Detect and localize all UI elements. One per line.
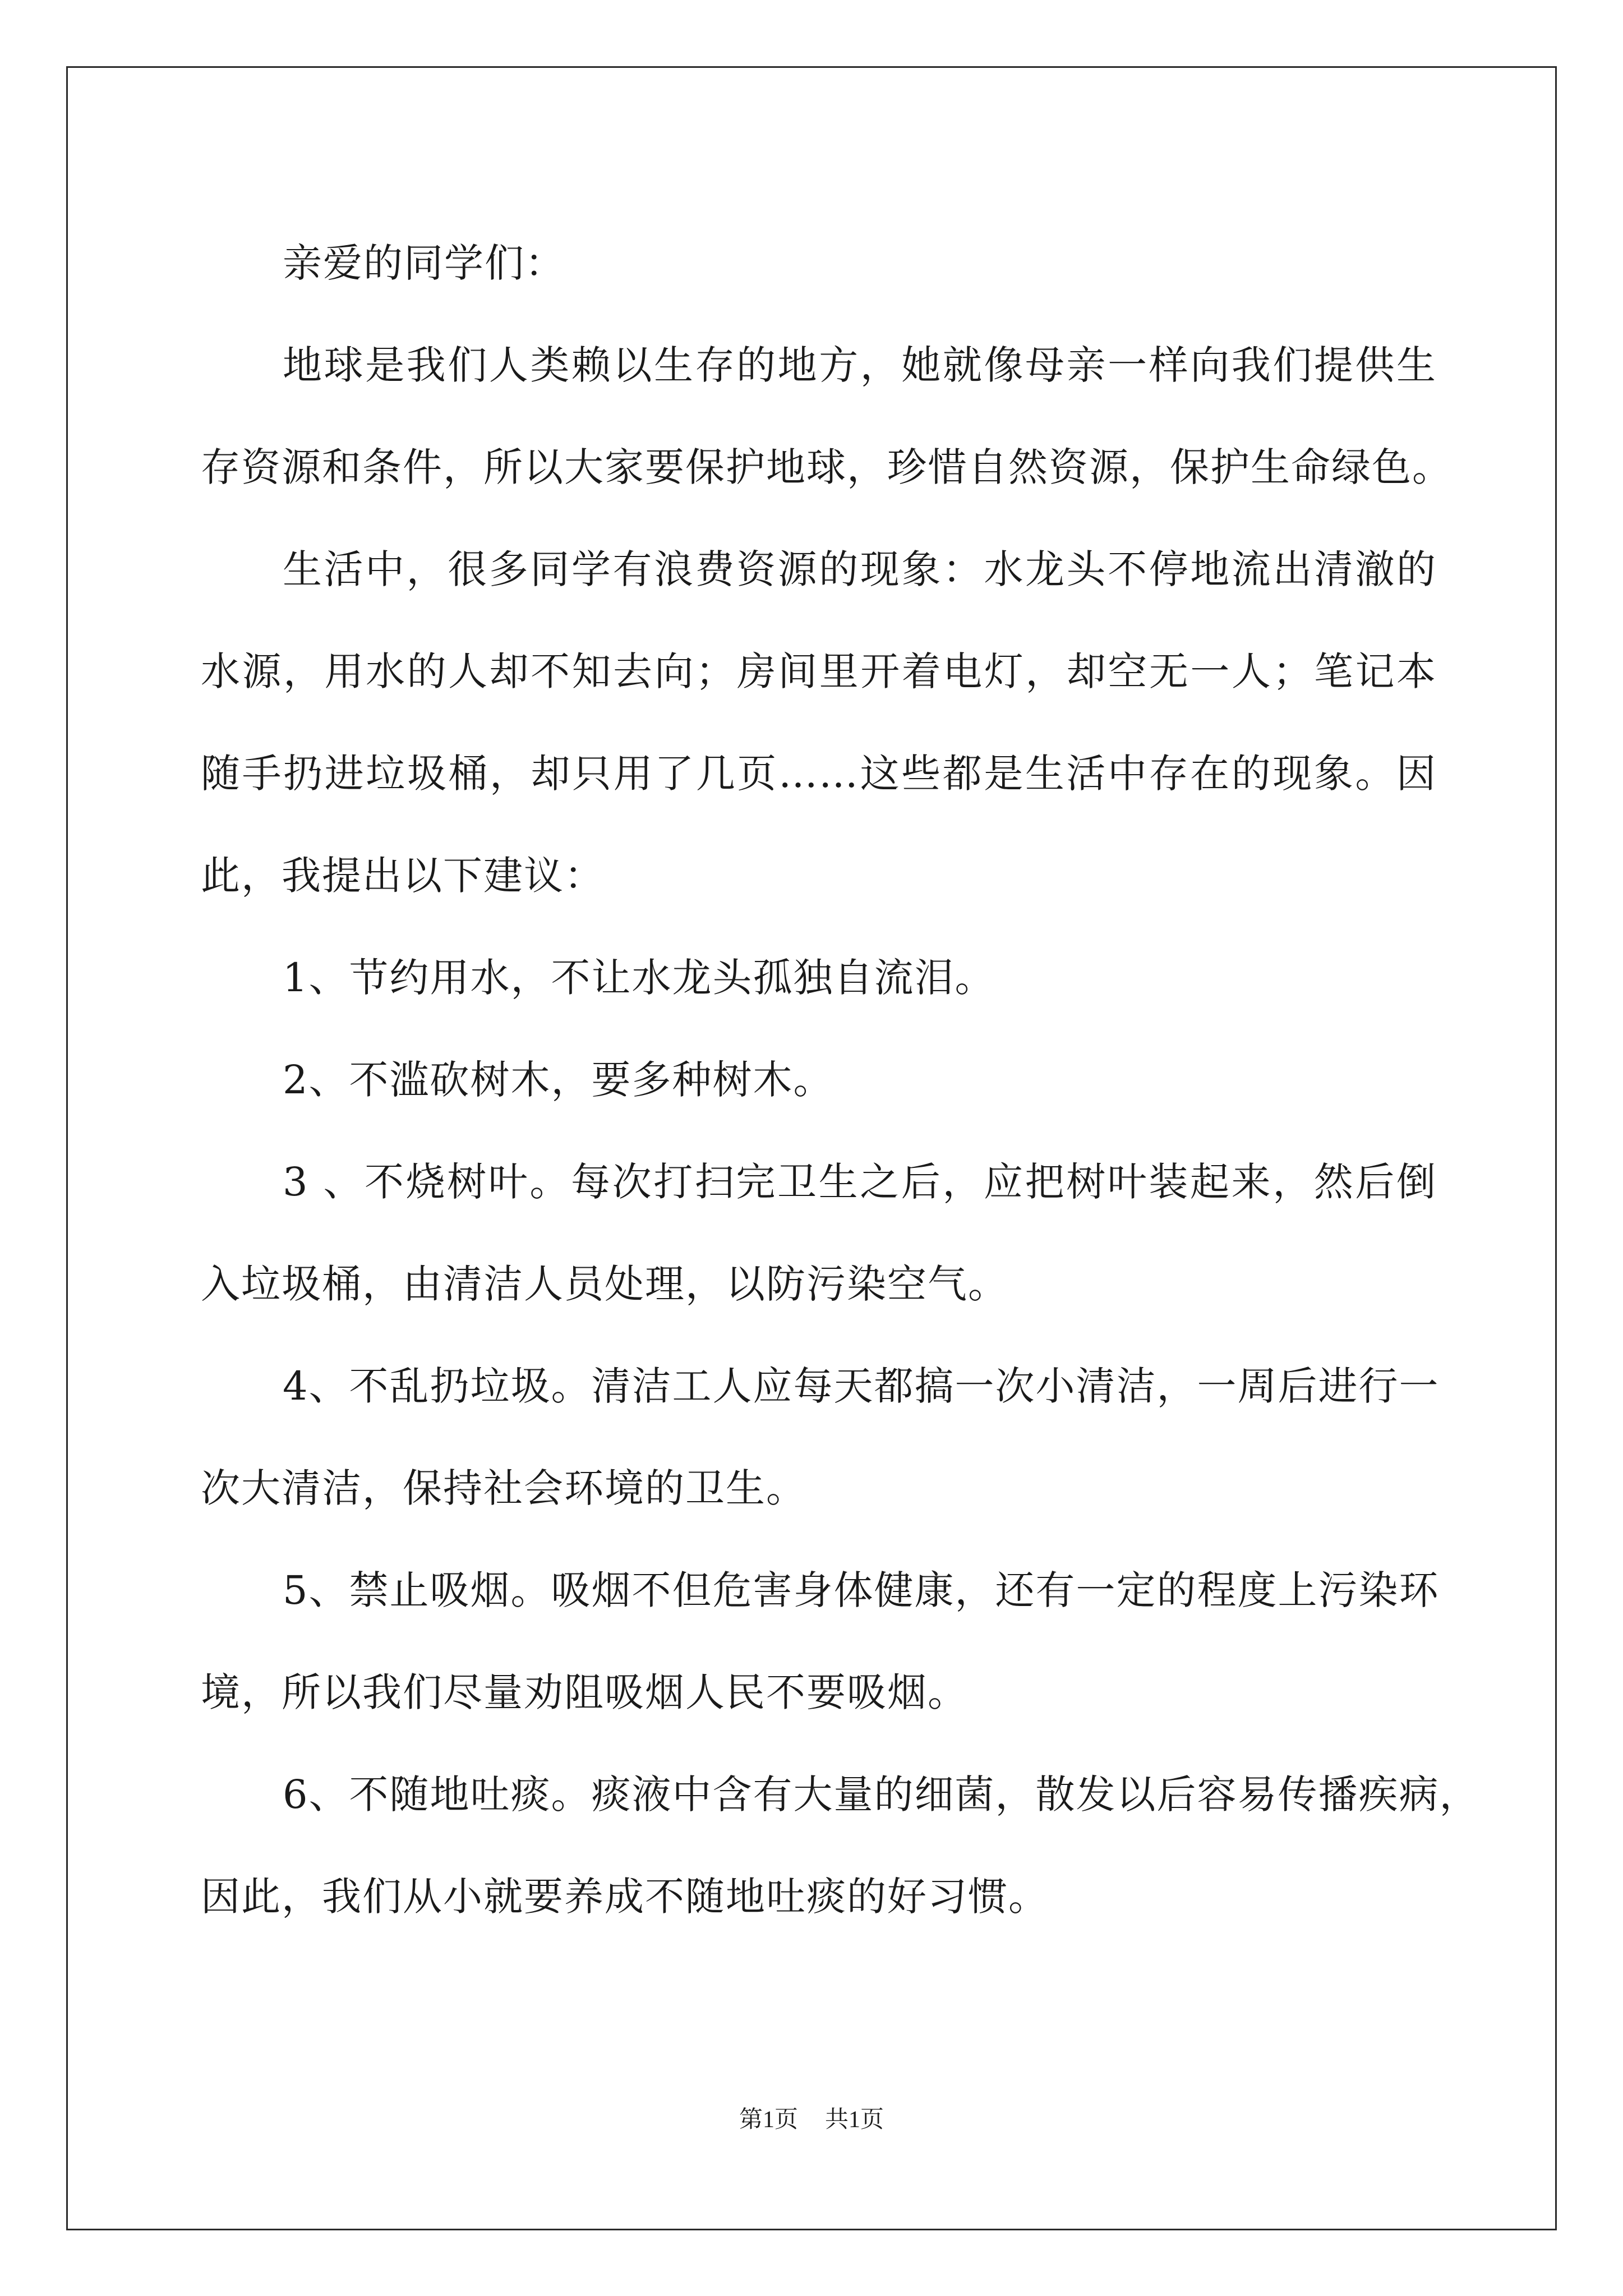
paragraph-line: 因此，我们从小就要养成不随地吐痰的好习惯。 xyxy=(201,1874,1049,1920)
paragraph-line: 水源，用水的人却不知去向；房间里开着电灯，却空无一人；笔记本 xyxy=(201,648,1437,694)
paragraph-first-line: 4、不乱扔垃圾。清洁工人应每天都搞一次小清洁，一周后进行一 xyxy=(283,1363,1440,1409)
paragraph-line: 此，我提出以下建议： xyxy=(201,853,605,899)
paragraph-line: 随手扔进垃圾桶，却只用了几页……这些都是生活中存在的现象。因 xyxy=(201,751,1437,797)
paragraph-first-line: 5、禁止吸烟。吸烟不但危害身体健康，还有一定的程度上污染环 xyxy=(283,1567,1440,1613)
paragraph-first-line: 生活中，很多同学有浪费资源的现象：水龙头不停地流出清澈的 xyxy=(283,546,1437,592)
paragraph-first-line: 2、不滥砍树木，要多种树木。 xyxy=(283,1057,834,1103)
paragraph-first-line: 3 、不烧树叶。每次打扫完卫生之后，应把树叶装起来，然后倒 xyxy=(283,1159,1437,1205)
paragraph-first-line: 6、不随地吐痰。痰液中含有大量的细菌，散发以后容易传播疾病， xyxy=(283,1772,1480,1818)
paragraph-line: 次大清洁，保持社会环境的卫生。 xyxy=(201,1465,806,1511)
paragraph-line: 境，所以我们尽量劝阻吸烟人民不要吸烟。 xyxy=(201,1669,968,1715)
paragraph-line: 入垃圾桶，由清洁人员处理，以防污染空气。 xyxy=(201,1261,1008,1307)
page-footer xyxy=(0,2101,1623,2134)
paragraph-first-line: 1、节约用水，不让水龙头孤独自流泪。 xyxy=(283,955,995,1001)
page-number: 第1页 xyxy=(739,2107,798,2133)
page-total: 共1页 xyxy=(825,2107,884,2133)
document-body xyxy=(201,212,1480,1948)
paragraph-line: 存资源和条件，所以大家要保护地球，珍惜自然资源，保护生命绿色。 xyxy=(201,444,1453,490)
paragraph-first-line: 地球是我们人类赖以生存的地方，她就像母亲一样向我们提供生 xyxy=(283,342,1437,388)
paragraph-first-line: 亲爱的同学们： xyxy=(283,240,565,286)
